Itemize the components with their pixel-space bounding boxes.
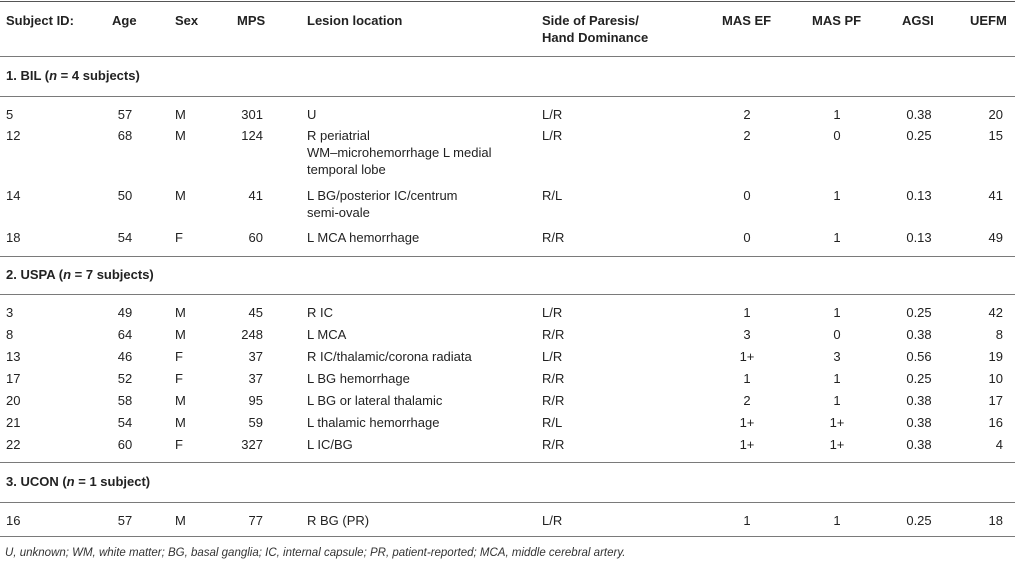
cell-sex: F bbox=[175, 230, 183, 245]
cell-age: 58 bbox=[117, 393, 133, 408]
cell-age: 50 bbox=[117, 188, 133, 203]
cell-side-hand: R/R bbox=[542, 371, 565, 386]
cell-mps: 37 bbox=[248, 349, 263, 364]
cell-sex: M bbox=[175, 393, 186, 408]
cell-mas-ef: 1+ bbox=[739, 437, 755, 452]
cell-mps: 95 bbox=[248, 393, 263, 408]
cell-side-hand: L/R bbox=[542, 107, 563, 122]
col-header-age: Age bbox=[112, 13, 137, 28]
cell-subject-id: 14 bbox=[6, 188, 21, 203]
cell-sex: M bbox=[175, 327, 186, 342]
cell-sex: F bbox=[175, 349, 183, 364]
cell-subject-id: 5 bbox=[6, 107, 14, 122]
cell-agsi: 0.25 bbox=[906, 305, 932, 320]
cell-agsi: 0.13 bbox=[906, 230, 932, 245]
cell-mps: 248 bbox=[241, 327, 263, 342]
cell-uefm: 42 bbox=[988, 305, 1003, 320]
cell-age: 60 bbox=[117, 437, 133, 452]
cell-age: 52 bbox=[117, 371, 133, 386]
cell-subject-id: 3 bbox=[6, 305, 14, 320]
cell-mas-pf: 1 bbox=[833, 230, 841, 245]
cell-subject-id: 13 bbox=[6, 349, 21, 364]
cell-side-hand: R/R bbox=[542, 437, 565, 452]
cell-subject-id: 8 bbox=[6, 327, 14, 342]
lesion-line: L BG or lateral thalamic bbox=[307, 393, 443, 408]
cell-uefm: 16 bbox=[988, 415, 1003, 430]
cell-mps: 60 bbox=[248, 230, 263, 245]
cell-lesion-location bbox=[307, 326, 527, 343]
col-header-lesion-location: Lesion location bbox=[307, 13, 403, 28]
cell-agsi: 0.38 bbox=[906, 437, 932, 452]
group-label-bil: 1. BIL (n = 4 subjects) bbox=[6, 68, 140, 83]
lesion-line: L BG/posterior IC/centrum bbox=[307, 188, 458, 203]
cell-side-hand: L/R bbox=[542, 128, 563, 143]
cell-mas-ef: 2 bbox=[743, 393, 751, 408]
col-header-side-of-paresis: Side of Paresis/ bbox=[542, 13, 639, 28]
lesion-line: U bbox=[307, 107, 317, 122]
table-footnote: U, unknown; WM, white matter; BG, basal ganglia; IC, internal capsule; PR, patient-reported; MCA, middle cerebral artery. bbox=[5, 547, 626, 559]
cell-uefm: 18 bbox=[988, 513, 1003, 528]
col-header-agsi: AGSI bbox=[902, 13, 934, 28]
cell-mas-pf: 0 bbox=[833, 128, 841, 143]
cell-lesion-location bbox=[307, 436, 527, 453]
cell-mas-pf: 3 bbox=[833, 349, 841, 364]
cell-sex: M bbox=[175, 107, 186, 122]
lesion-line: R BG (PR) bbox=[307, 513, 370, 528]
cell-sex: F bbox=[175, 371, 183, 386]
lesion-line: L IC/BG bbox=[307, 437, 353, 452]
cell-subject-id: 17 bbox=[6, 371, 21, 386]
cell-side-hand: R/R bbox=[542, 230, 565, 245]
col-header-sex: Sex bbox=[175, 13, 199, 28]
lesion-line: WM–microhemorrhage L medial bbox=[307, 145, 492, 160]
cell-lesion-location bbox=[307, 187, 527, 221]
lesion-line: L MCA hemorrhage bbox=[307, 230, 420, 245]
cell-subject-id: 20 bbox=[6, 393, 21, 408]
cell-uefm: 17 bbox=[988, 393, 1003, 408]
cell-side-hand: R/L bbox=[542, 188, 563, 203]
lesion-line: R periatrial bbox=[307, 128, 370, 143]
cell-mas-ef: 0 bbox=[743, 188, 751, 203]
cell-sex: M bbox=[175, 415, 186, 430]
cell-mas-ef: 1+ bbox=[739, 415, 755, 430]
cell-age: 57 bbox=[117, 513, 133, 528]
lesion-line: L BG hemorrhage bbox=[307, 371, 410, 386]
cell-side-hand: R/R bbox=[542, 327, 565, 342]
cell-age: 46 bbox=[117, 349, 133, 364]
col-header-subject-id: Subject ID: bbox=[6, 13, 74, 28]
cell-age: 57 bbox=[117, 107, 133, 122]
cell-agsi: 0.38 bbox=[906, 393, 932, 408]
group-rule-2 bbox=[0, 294, 1015, 295]
cell-lesion-location bbox=[307, 127, 527, 178]
cell-subject-id: 12 bbox=[6, 128, 21, 143]
cell-uefm: 4 bbox=[995, 437, 1003, 452]
cell-mas-pf: 1 bbox=[833, 188, 841, 203]
table-bottom-rule bbox=[0, 536, 1015, 537]
cell-subject-id: 22 bbox=[6, 437, 21, 452]
cell-uefm: 20 bbox=[988, 107, 1003, 122]
cell-mas-ef: 1+ bbox=[739, 349, 755, 364]
lesion-line: temporal lobe bbox=[307, 162, 386, 177]
cell-subject-id: 18 bbox=[6, 230, 21, 245]
cell-age: 64 bbox=[117, 327, 133, 342]
col-header-uefm: UEFM bbox=[970, 13, 1007, 28]
cell-lesion-location bbox=[307, 370, 527, 387]
cell-sex: M bbox=[175, 305, 186, 320]
cell-age: 49 bbox=[117, 305, 133, 320]
cell-mps: 37 bbox=[248, 371, 263, 386]
cell-uefm: 41 bbox=[988, 188, 1003, 203]
cell-mps: 41 bbox=[248, 188, 263, 203]
cell-agsi: 0.38 bbox=[906, 327, 932, 342]
group-divider-1 bbox=[0, 256, 1015, 257]
col-header-mps: MPS bbox=[237, 13, 266, 28]
cell-age: 54 bbox=[117, 230, 133, 245]
cell-agsi: 0.56 bbox=[906, 349, 932, 364]
cell-mas-ef: 1 bbox=[743, 305, 751, 320]
cell-agsi: 0.25 bbox=[906, 371, 932, 386]
cell-mas-ef: 1 bbox=[743, 371, 751, 386]
col-header-mas-pf: MAS PF bbox=[812, 13, 862, 28]
cell-mas-pf: 1 bbox=[833, 393, 841, 408]
cell-mas-pf: 1+ bbox=[829, 437, 845, 452]
cell-mas-ef: 3 bbox=[743, 327, 751, 342]
cell-uefm: 15 bbox=[988, 128, 1003, 143]
cell-agsi: 0.13 bbox=[906, 188, 932, 203]
cell-mas-ef: 2 bbox=[743, 128, 751, 143]
cell-mas-pf: 1 bbox=[833, 513, 841, 528]
cell-age: 68 bbox=[117, 128, 133, 143]
col-header-hand-dominance: Hand Dominance bbox=[542, 30, 649, 45]
cell-side-hand: R/R bbox=[542, 393, 565, 408]
cell-mas-ef: 0 bbox=[743, 230, 751, 245]
cell-lesion-location bbox=[307, 392, 527, 409]
group-label-uspa: 2. USPA (n = 7 subjects) bbox=[6, 267, 154, 282]
cell-lesion-location bbox=[307, 414, 527, 431]
cell-uefm: 10 bbox=[988, 371, 1003, 386]
cell-side-hand: R/L bbox=[542, 415, 563, 430]
cell-mps: 124 bbox=[241, 128, 263, 143]
cell-mps: 59 bbox=[248, 415, 263, 430]
cell-side-hand: L/R bbox=[542, 305, 563, 320]
cell-sex: F bbox=[175, 437, 183, 452]
cell-mas-pf: 1 bbox=[833, 305, 841, 320]
cell-mas-ef: 2 bbox=[743, 107, 751, 122]
cell-lesion-location bbox=[307, 304, 527, 321]
cell-side-hand: L/R bbox=[542, 349, 563, 364]
cell-mas-pf: 1+ bbox=[829, 415, 845, 430]
cell-subject-id: 16 bbox=[6, 513, 21, 528]
cell-agsi: 0.38 bbox=[906, 415, 932, 430]
cell-mps: 77 bbox=[248, 513, 263, 528]
cell-mps: 327 bbox=[241, 437, 263, 452]
lesion-line: semi-ovale bbox=[307, 205, 370, 220]
cell-lesion-location bbox=[307, 106, 527, 123]
lesion-line: L thalamic hemorrhage bbox=[307, 415, 440, 430]
cell-mas-ef: 1 bbox=[743, 513, 751, 528]
header-rule bbox=[0, 56, 1015, 57]
cell-mps: 301 bbox=[241, 107, 263, 122]
col-header-mas-ef: MAS EF bbox=[722, 13, 772, 28]
cell-agsi: 0.38 bbox=[906, 107, 932, 122]
cell-subject-id: 21 bbox=[6, 415, 21, 430]
cell-uefm: 19 bbox=[988, 349, 1003, 364]
lesion-line: R IC bbox=[307, 305, 333, 320]
cell-mas-pf: 1 bbox=[833, 107, 841, 122]
cell-lesion-location bbox=[307, 348, 527, 365]
cell-age: 54 bbox=[117, 415, 133, 430]
lesion-line: R IC/thalamic/corona radiata bbox=[307, 349, 472, 364]
cell-sex: M bbox=[175, 128, 186, 143]
cell-lesion-location bbox=[307, 512, 527, 529]
cell-sex: M bbox=[175, 188, 186, 203]
cell-mas-pf: 1 bbox=[833, 371, 841, 386]
group-divider-2 bbox=[0, 462, 1015, 463]
cell-agsi: 0.25 bbox=[906, 128, 932, 143]
cell-agsi: 0.25 bbox=[906, 513, 932, 528]
cell-uefm: 49 bbox=[988, 230, 1003, 245]
cell-uefm: 8 bbox=[995, 327, 1003, 342]
group-rule-3 bbox=[0, 502, 1015, 503]
cell-side-hand: L/R bbox=[542, 513, 563, 528]
group-rule-1 bbox=[0, 96, 1015, 97]
cell-mas-pf: 0 bbox=[833, 327, 841, 342]
group-label-ucon: 3. UCON (n = 1 subject) bbox=[6, 474, 151, 489]
cell-mps: 45 bbox=[248, 305, 263, 320]
lesion-line: L MCA bbox=[307, 327, 347, 342]
cell-lesion-location bbox=[307, 229, 527, 246]
table-top-rule bbox=[0, 1, 1015, 2]
cell-sex: M bbox=[175, 513, 186, 528]
